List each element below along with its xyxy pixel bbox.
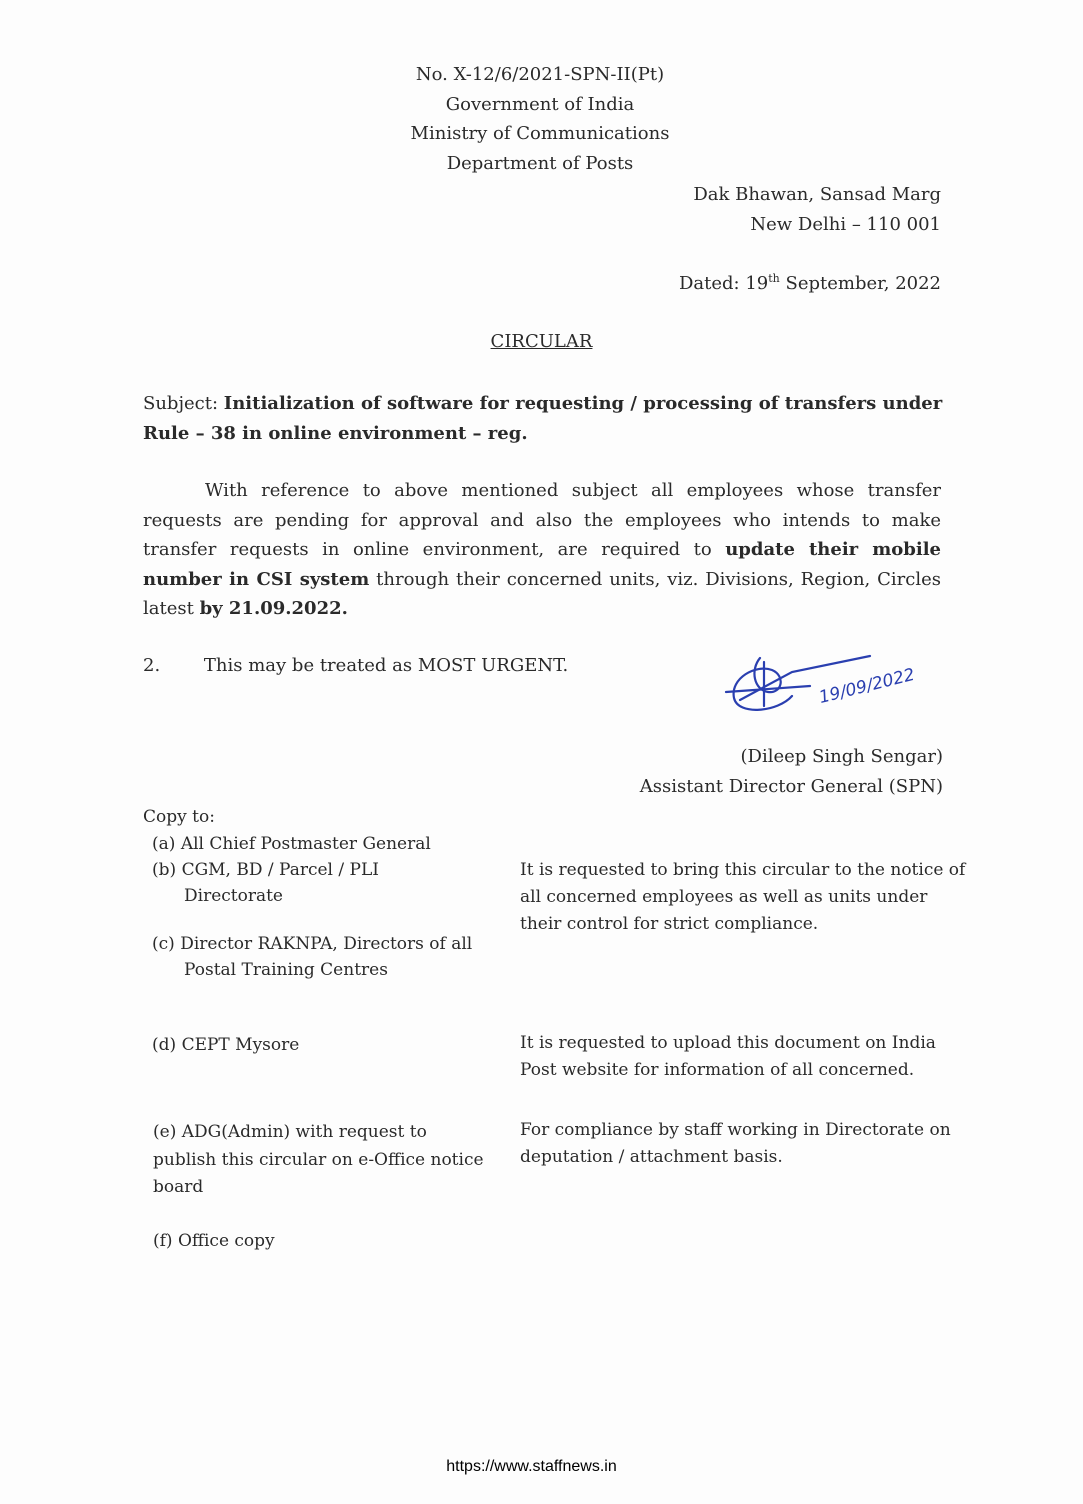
signatory-name: (Dileep Singh Sengar) — [740, 746, 943, 767]
item-text: board — [153, 1177, 204, 1197]
copy-item — [152, 831, 431, 857]
deadline: by 21.09.2022. — [199, 598, 348, 620]
emphasis: update their mobile number in CSI system — [143, 539, 941, 590]
address-line: New Delhi – 110 001 — [750, 214, 941, 235]
text: With reference to above mentioned subject all employees whose transfer requests are pending for approval and also the employees who intends to make transfer requests in online environment, are required to — [143, 480, 941, 561]
date-label: Dated: — [678, 273, 740, 294]
item-mark: (f) — [153, 1231, 173, 1251]
item-text: Directorate — [184, 886, 283, 906]
department-name: Department of Posts — [446, 152, 634, 174]
signatory — [640, 742, 943, 802]
subject — [143, 389, 943, 449]
copy-item — [152, 1032, 299, 1058]
item-text: CGM, BD / Parcel / PLI — [181, 860, 379, 880]
item-text: Postal Training Centres — [184, 960, 388, 980]
address-line: Dak Bhawan, Sansad Marg — [693, 184, 941, 205]
copy-item — [152, 931, 472, 983]
svg-text:19/09/2022: 19/09/2022 — [816, 664, 917, 708]
item-text: Director RAKNPA, Directors of all — [180, 934, 473, 954]
date-day: 19 — [745, 273, 769, 294]
note-abc: It is requested to bring this circular to the notice of all concerned employees as well as units under their control for strict compliance. — [520, 860, 966, 934]
item-text: CEPT Mysore — [181, 1035, 300, 1055]
paragraph-1 — [143, 476, 941, 624]
ministry-name: Ministry of Communications — [410, 123, 670, 144]
item-text: Office copy — [177, 1231, 275, 1251]
subject-text: Initialization of software for requesting / processing of transfers under — [223, 393, 943, 414]
letter-header — [340, 60, 740, 178]
handwritten-signature — [720, 650, 917, 730]
paragraph-2 — [143, 655, 568, 676]
document-title: CIRCULAR — [490, 331, 593, 352]
item-text: ADG(Admin) with request to — [181, 1122, 427, 1142]
address — [693, 180, 941, 240]
note-d: It is requested to upload this document on India Post website for information of all concerned. — [520, 1033, 936, 1080]
source-url: https://www.staffnews.in — [446, 1458, 617, 1475]
subject-label: Subject: — [143, 393, 219, 414]
note-e: For compliance by staff working in Directorate on deputation / attachment basis. — [520, 1120, 951, 1167]
copy-item — [153, 1119, 484, 1202]
item-mark: (d) — [152, 1035, 177, 1055]
item-mark: (e) — [153, 1122, 177, 1142]
date-rest: September, 2022 — [785, 273, 941, 294]
file-number: No. X-12/6/2021-SPN-II(Pt) — [415, 64, 665, 85]
signatory-designation: Assistant Director General (SPN) — [639, 776, 943, 797]
item-mark: (b) — [152, 860, 177, 880]
item-text: publish this circular on e-Office notice — [153, 1149, 484, 1170]
copy-item — [152, 857, 379, 909]
subject-text: Rule – 38 in online environment – reg. — [143, 423, 528, 444]
paragraph-text: This may be treated as MOST URGENT. — [203, 655, 569, 676]
copy-to-label: Copy to: — [143, 807, 215, 827]
date-line — [679, 272, 941, 294]
copy-item — [153, 1228, 275, 1254]
item-text: All Chief Postmaster General — [180, 834, 431, 854]
item-mark: (a) — [152, 834, 176, 854]
text: through their concerned units, viz. Divisions, Region, Circles latest — [143, 568, 942, 620]
government-name: Government of India — [445, 93, 635, 115]
paragraph-number: 2. — [143, 655, 161, 676]
item-mark: (c) — [152, 934, 175, 954]
date-suffix: th — [768, 272, 780, 285]
